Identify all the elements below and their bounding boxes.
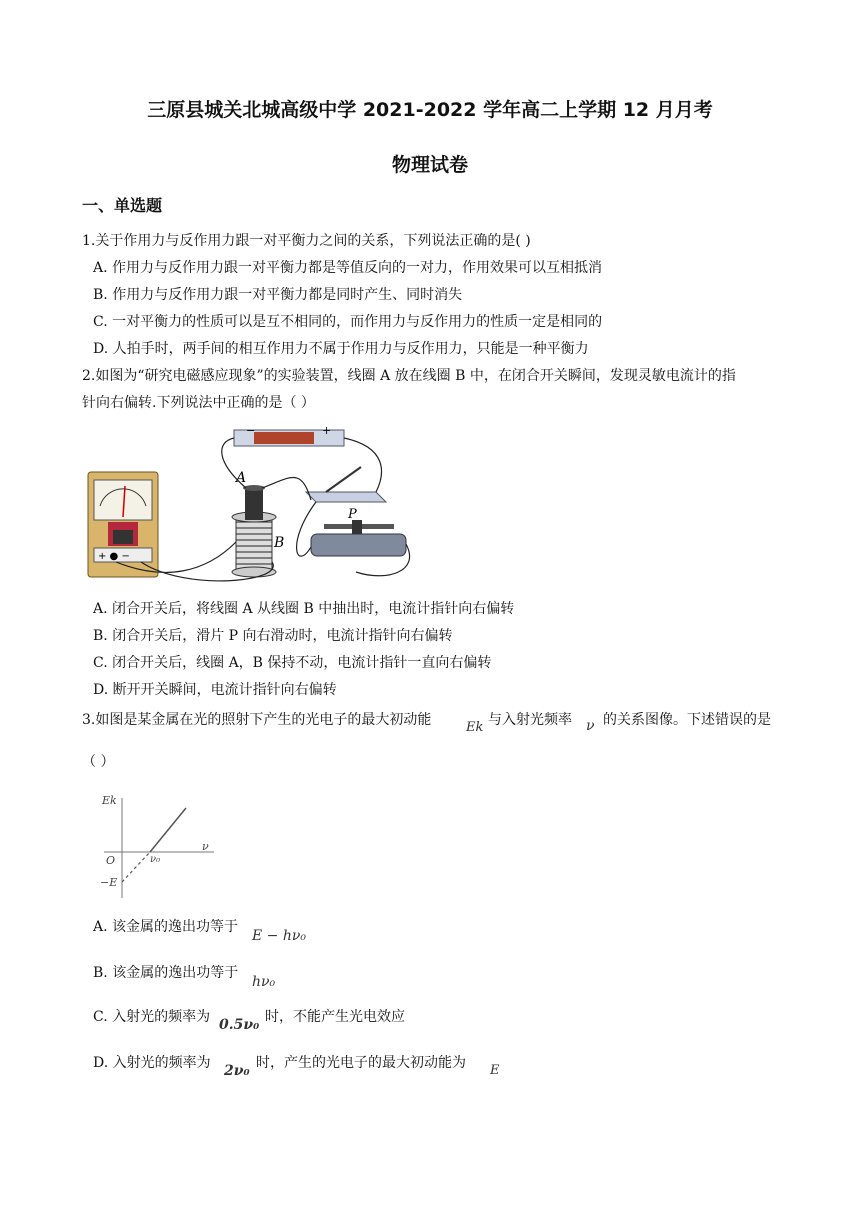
fig-label-coil-b: B (274, 535, 285, 551)
q1-option-b: B. 作用力与反作用力跟一对平衡力都是同时产生、同时消失 (93, 287, 463, 303)
fig-battery-plus: + (322, 424, 332, 437)
q3-option-b-math: hν₀ (252, 974, 276, 990)
electromagnetic-induction-apparatus (86, 422, 426, 582)
q1-stem: 1.关于作用力与反作用力跟一对平衡力之间的关系，下列说法正确的是( ) (82, 233, 531, 249)
extrapolated-line (122, 852, 150, 882)
exam-subject: 物理试卷 (391, 154, 468, 176)
coil-b (232, 512, 276, 577)
q3-stem-part3: 的关系图像。下述错误的是 (603, 712, 771, 728)
q3-option-d-tail: 时，产生的光电子的最大初动能为 (256, 1055, 466, 1071)
q3-option-d-math2: E (490, 1063, 500, 1078)
svg-text:+ ● −: + ● − (98, 551, 130, 562)
fig-label-coil-a: A (236, 470, 247, 486)
q3-option-a-math: E − hν₀ (252, 928, 306, 944)
q2-option-c: C. 闭合开关后，线圈 A，B 保持不动，电流计指针一直向右偏转 (93, 655, 492, 671)
q3-option-b: B. 该金属的逸出功等于 (93, 965, 239, 981)
q3-stem-part2: 与入射光频率 (488, 712, 572, 728)
ek-line (150, 808, 186, 852)
q2-option-b: B. 闭合开关后，滑片 P 向右滑动时，电流计指针向右偏转 (93, 628, 453, 644)
graph-x-label: ν (202, 840, 209, 853)
q1-option-a: A. 作用力与反作用力跟一对平衡力都是等值反向的一对力，作用效果可以互相抵消 (93, 260, 603, 276)
exam-title: 三原县城关北城高级中学 2021-2022 学年高二上学期 12 月月考 (147, 99, 713, 121)
q2-stem-line2: 针向右偏转.下列说法中正确的是（ ） (82, 395, 315, 411)
q3-option-d-math: 2ν₀ (224, 1063, 250, 1079)
ek-vs-frequency-graph (96, 786, 222, 904)
rheostat (311, 520, 406, 556)
q3-option-d: D. 入射光的频率为 (93, 1055, 211, 1071)
q1-option-d: D. 人拍手时，两手间的相互作用力不属于作用力与反作用力，只能是一种平衡力 (93, 341, 589, 357)
q2-option-a: A. 闭合开关后，将线圈 A 从线圈 B 中抽出时，电流计指针向右偏转 (93, 601, 515, 617)
q3-stem-line2: （ ） (82, 754, 115, 770)
q3-option-a: A. 该金属的逸出功等于 (93, 919, 239, 935)
fig-battery-minus: − (246, 424, 256, 437)
coil-a (243, 485, 265, 520)
q3-stem-part1: 3.如图是某金属在光的照射下产生的光电子的最大初动能 (82, 712, 432, 728)
graph-nu0: ν₀ (150, 854, 161, 865)
graph-neg-e: −E (100, 876, 118, 889)
graph-y-label: Ek (102, 794, 117, 807)
switch (306, 467, 386, 502)
q1-option-c: C. 一对平衡力的性质可以是互不相同的，而作用力与反作用力的性质一定是相同的 (93, 314, 603, 330)
q3-option-c-math: 0.5ν₀ (219, 1017, 260, 1033)
galvanometer (88, 472, 158, 577)
q3-stem-ek: Ek (466, 720, 484, 735)
fig-label-slider-p: P (348, 507, 357, 522)
section-heading: 一、单选题 (82, 196, 163, 215)
q3-option-c-tail: 时，不能产生光电效应 (265, 1009, 405, 1025)
q3-stem-nu: ν (586, 718, 595, 734)
q2-option-d: D. 断开开关瞬间，电流计指针向右偏转 (93, 682, 337, 698)
q3-option-c: C. 入射光的频率为 (93, 1009, 211, 1025)
q2-stem-line1: 2.如图为“研究电磁感应现象”的实验装置，线圈 A 放在线圈 B 中，在闭合开关瞬间，发现灵敏电流计的指 (82, 368, 736, 384)
graph-origin: O (106, 854, 116, 867)
